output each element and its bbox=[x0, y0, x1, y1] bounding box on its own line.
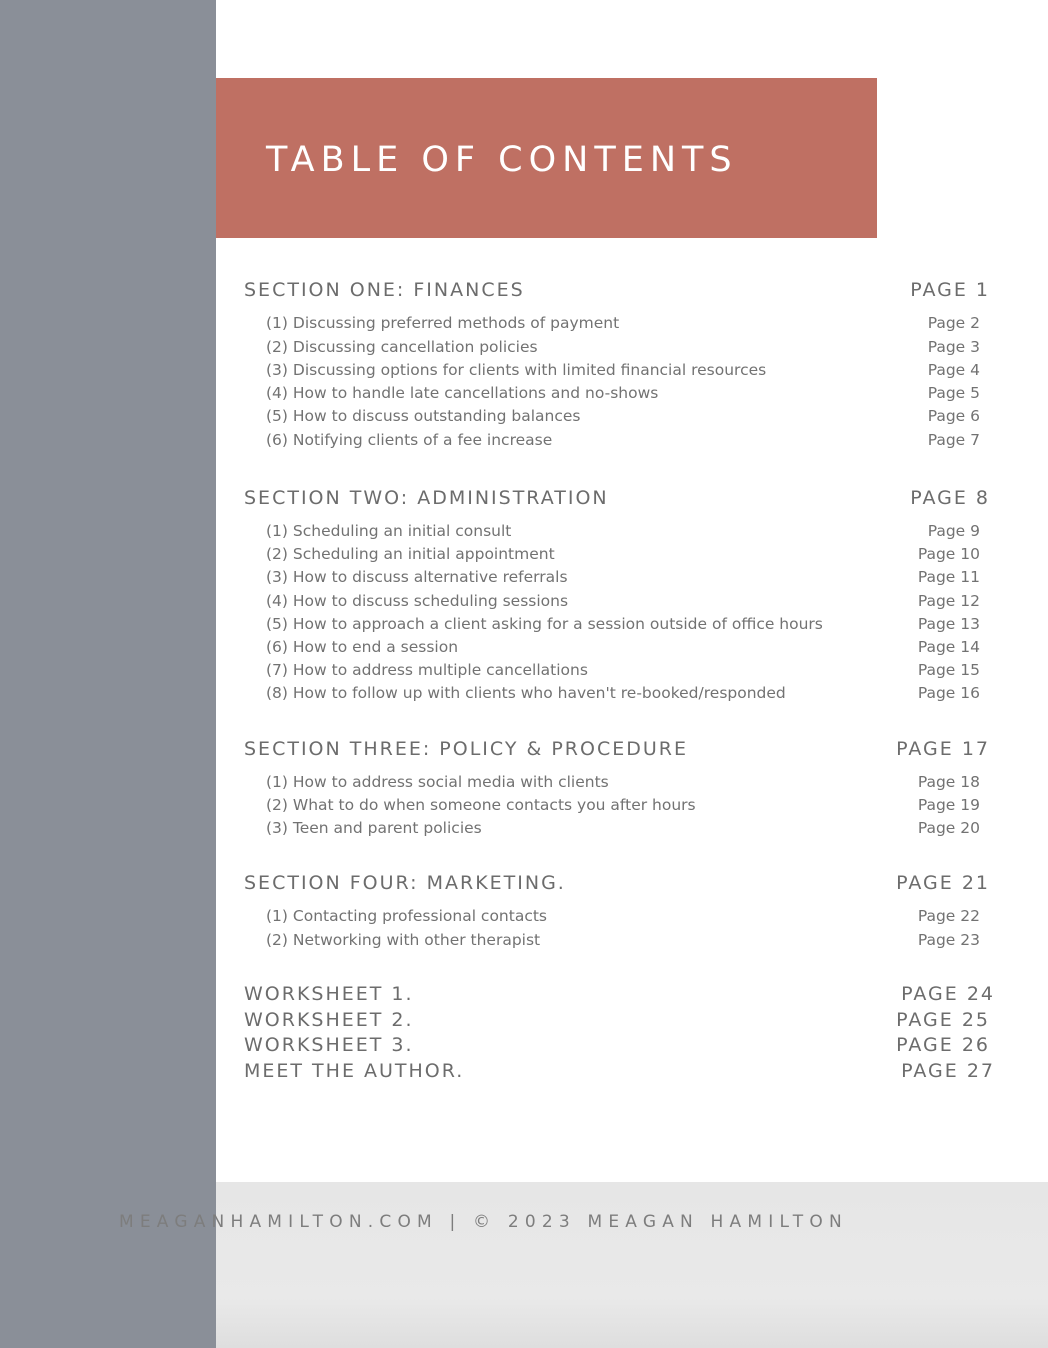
toc-item: (3) Discussing options for clients with limited financial resources bbox=[266, 361, 767, 379]
author-page-number: PAGE 27 bbox=[901, 1060, 995, 1082]
footer-credit: MEAGANHAMILTON.COM | © 2023 MEAGAN HAMILTON bbox=[119, 1212, 848, 1232]
toc-item-page: Page 5 bbox=[927, 384, 980, 402]
worksheet-page-number: PAGE 25 bbox=[896, 1009, 990, 1031]
worksheet-entry: WORKSHEET 1. bbox=[244, 983, 414, 1005]
toc-item-page: Page 4 bbox=[927, 361, 980, 379]
section-page-number: PAGE 17 bbox=[896, 738, 990, 760]
section-heading: SECTION THREE: POLICY & PROCEDURE bbox=[244, 738, 688, 760]
toc-item: (4) How to discuss scheduling sessions bbox=[266, 592, 569, 610]
toc-item: (1) How to address social media with clients bbox=[266, 773, 609, 791]
section-page-number: PAGE 1 bbox=[910, 279, 990, 301]
title-banner bbox=[216, 78, 877, 238]
toc-item: (2) Networking with other therapist bbox=[266, 931, 541, 949]
author-entry: MEET THE AUTHOR. bbox=[244, 1060, 465, 1082]
toc-item: (1) Scheduling an initial consult bbox=[266, 522, 512, 540]
worksheet-entry: WORKSHEET 3. bbox=[244, 1034, 414, 1056]
toc-item-page: Page 23 bbox=[917, 931, 980, 949]
toc-item: (4) How to handle late cancellations and no-shows bbox=[266, 384, 659, 402]
toc-item-page: Page 14 bbox=[917, 638, 980, 656]
toc-item-page: Page 19 bbox=[917, 796, 980, 814]
worksheet-page-number: PAGE 24 bbox=[901, 983, 995, 1005]
page-title: TABLE OF CONTENTS bbox=[266, 140, 738, 180]
section-heading: SECTION FOUR: MARKETING. bbox=[244, 872, 566, 894]
toc-item: (1) Discussing preferred methods of payment bbox=[266, 314, 620, 332]
toc-item: (2) Scheduling an initial appointment bbox=[266, 545, 555, 563]
toc-item-page: Page 9 bbox=[927, 522, 980, 540]
toc-item-page: Page 12 bbox=[917, 592, 980, 610]
toc-item: (6) How to end a session bbox=[266, 638, 459, 656]
toc-item-page: Page 3 bbox=[927, 338, 980, 356]
worksheet-page-number: PAGE 26 bbox=[896, 1034, 990, 1056]
left-sidebar-band bbox=[0, 0, 216, 1348]
section-heading: SECTION ONE: FINANCES bbox=[244, 279, 525, 301]
toc-item-page: Page 22 bbox=[917, 907, 980, 925]
toc-item-page: Page 7 bbox=[927, 431, 980, 449]
toc-item: (3) How to discuss alternative referrals bbox=[266, 568, 568, 586]
toc-item: (3) Teen and parent policies bbox=[266, 819, 482, 837]
toc-item: (2) What to do when someone contacts you after hours bbox=[266, 796, 696, 814]
toc-item-page: Page 11 bbox=[917, 568, 980, 586]
toc-item: (1) Contacting professional contacts bbox=[266, 907, 548, 925]
toc-item-page: Page 20 bbox=[917, 819, 980, 837]
toc-item: (6) Notifying clients of a fee increase bbox=[266, 431, 553, 449]
toc-item-page: Page 2 bbox=[927, 314, 980, 332]
toc-item: (5) How to discuss outstanding balances bbox=[266, 407, 581, 425]
toc-item: (5) How to approach a client asking for a session outside of office hours bbox=[266, 615, 823, 633]
section-page-number: PAGE 8 bbox=[910, 487, 990, 509]
toc-item: (2) Discussing cancellation policies bbox=[266, 338, 538, 356]
toc-item-page: Page 15 bbox=[917, 661, 980, 679]
toc-item-page: Page 10 bbox=[917, 545, 980, 563]
footer-band bbox=[216, 1182, 1048, 1348]
section-heading: SECTION TWO: ADMINISTRATION bbox=[244, 487, 609, 509]
toc-item-page: Page 16 bbox=[917, 684, 980, 702]
toc-item: (7) How to address multiple cancellations bbox=[266, 661, 588, 679]
toc-item-page: Page 6 bbox=[927, 407, 980, 425]
toc-item-page: Page 18 bbox=[917, 773, 980, 791]
toc-item-page: Page 13 bbox=[917, 615, 980, 633]
section-page-number: PAGE 21 bbox=[896, 872, 990, 894]
worksheet-entry: WORKSHEET 2. bbox=[244, 1009, 414, 1031]
toc-item: (8) How to follow up with clients who haven't re-booked/responded bbox=[266, 684, 786, 702]
